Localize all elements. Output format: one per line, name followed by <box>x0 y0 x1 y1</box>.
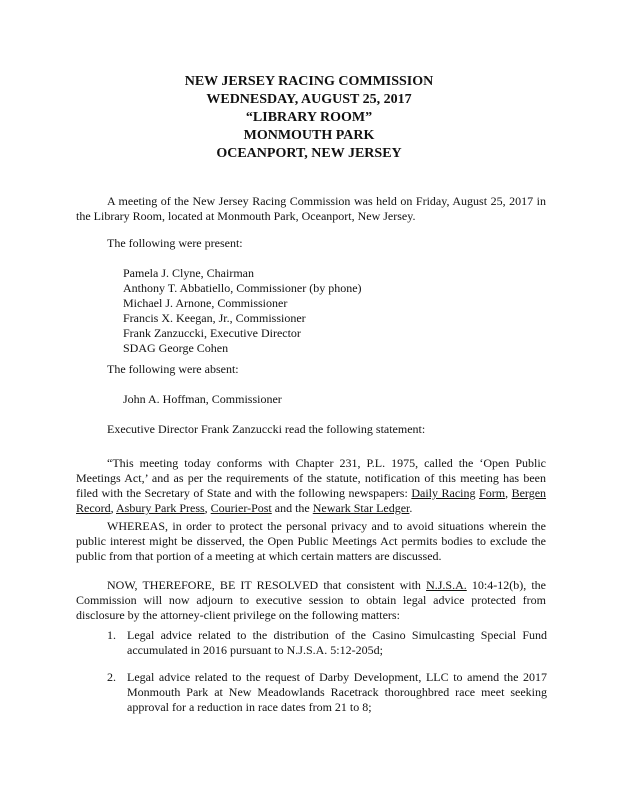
statement-and-the: and the <box>271 501 313 515</box>
matter-number: 2. <box>107 670 116 684</box>
document-header <box>0 73 618 163</box>
newspaper-bergen-record: Bergen Record <box>76 486 547 515</box>
newspaper-form: Form <box>479 486 506 500</box>
absent-list <box>76 392 593 407</box>
whereas-paragraph: WHEREAS, in order to protect the personal privacy and to avoid situations wherein the public interest might be disserved, the Open Public Meetings Act permits bodies to exclude the public from that portion of a meeting at which certain matters are discussed. <box>76 519 546 563</box>
intro-paragraph: A meeting of the New Jersey Racing Commission was held on Friday, August 25, 2017 in the Library Room, located at Monmouth Park, Oceanport, New Jersey. <box>76 194 546 223</box>
statement-intro: Executive Director Frank Zanzuccki read the following statement: <box>107 422 426 436</box>
matter-text: Legal advice related to the distribution of the Casino Simulcasting Special Fund accumulated in 2016 pursuant to N.J.S.A. 5:12-205d; <box>127 628 547 657</box>
matter-item-1 <box>107 628 547 658</box>
present-list <box>76 266 593 356</box>
header-venue: MONMOUTH PARK <box>243 128 375 143</box>
present-name: SDAG George Cohen <box>123 341 229 355</box>
resolved-paragraph <box>76 578 546 623</box>
matter-text: Legal advice related to the request of Darby Development, LLC to amend the 2017 Monmouth Park at New Meadowlands Racetrack thoroughbred race meet seeking approval for a reduction in race dates from 21 to 8; <box>127 670 547 714</box>
statement-paragraph: “This meeting today conforms with Chapter 231, P.L. 1975, called the ‘Open Public Meetings Act,’ and as per the requirements of the statute, notification of this meeting has been filed with the Secretary of State and with the following newspapers: Daily Racing Form, Bergen Record, Asbury Park Press, Courier-Post and the Newark Star Ledger. <box>76 456 547 515</box>
newspaper-courier-post: Courier-Post <box>210 501 272 515</box>
absent-name: John A. Hoffman, Commissioner <box>123 392 282 406</box>
matter-item-2 <box>107 670 547 715</box>
present-name: Pamela J. Clyne, Chairman <box>123 266 254 280</box>
matter-number: 1. <box>107 628 116 642</box>
resolved-text-continued: 10:4-12(b), the Commission will now adjourn to executive session to obtain legal advice protected from disclosure by the attorney-client privilege on the following matters: <box>76 578 546 622</box>
newspaper-asbury-park-press: Asbury Park Press <box>116 501 205 515</box>
present-heading: The following were present: <box>107 236 243 250</box>
resolved-text: NOW, THEREFORE, BE IT RESOLVED that consistent with <box>107 578 427 592</box>
statement-text: “This meeting today conforms with Chapter 231, P.L. 1975, called the ‘Open Public Meetings Act,’ and as per the requirements of the statute, notification of this meeting has been filed with the Secretary of State and with the following newspapers: <box>76 456 546 500</box>
header-room: “LIBRARY ROOM” <box>245 110 373 125</box>
present-name: Francis X. Keegan, Jr., Commissioner <box>123 311 306 325</box>
newspaper-daily-racing: Daily Racing <box>411 486 476 500</box>
header-location: OCEANPORT, NEW JERSEY <box>216 146 402 161</box>
newspaper-newark-star-ledger: Newark Star Ledger <box>312 501 410 515</box>
present-name: Michael J. Arnone, Commissioner <box>123 296 288 310</box>
header-date: WEDNESDAY, AUGUST 25, 2017 <box>206 92 412 107</box>
statement-end: . <box>409 501 413 515</box>
header-commission-name: NEW JERSEY RACING COMMISSION <box>184 74 434 89</box>
statute-reference: N.J.S.A. <box>426 578 467 592</box>
present-name: Anthony T. Abbatiello, Commissioner (by phone) <box>123 281 362 295</box>
absent-heading: The following were absent: <box>107 362 239 376</box>
present-name: Frank Zanzuccki, Executive Director <box>123 326 301 340</box>
